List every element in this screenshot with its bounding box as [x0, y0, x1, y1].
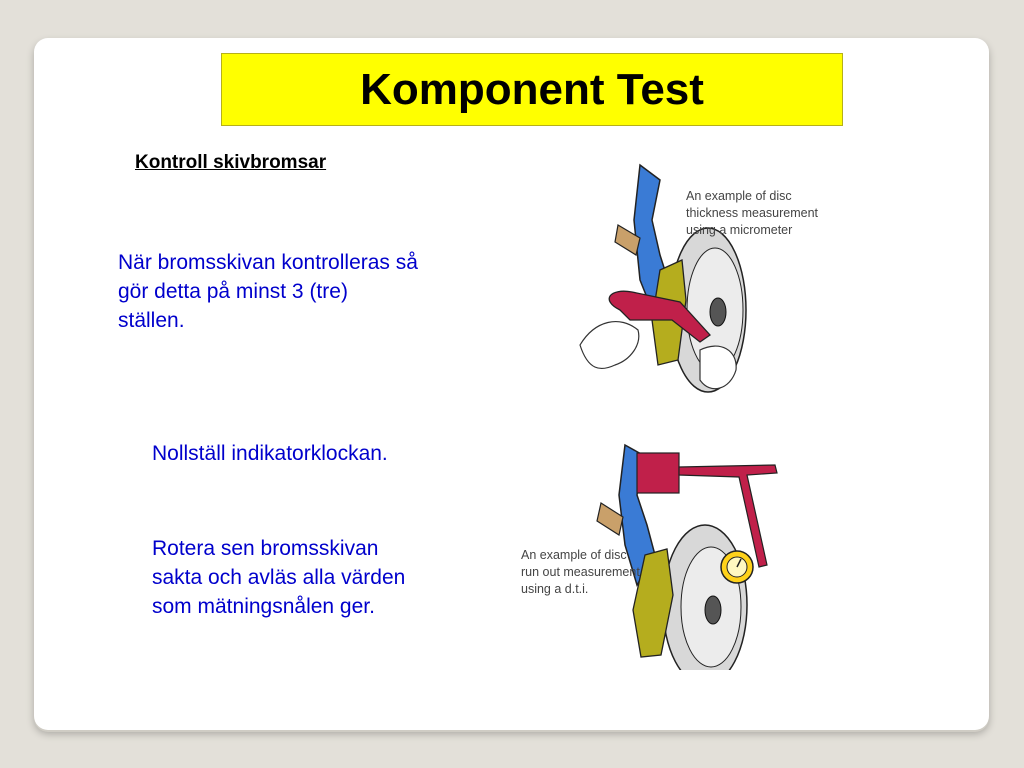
instruction-text-1: När bromsskivan kontrolleras så gör detta på minst 3 (tre) ställen.: [118, 251, 418, 332]
suspension-arm: [597, 503, 623, 535]
title-banner: [221, 53, 843, 126]
micrometer-caption: An example of disc thickness measurement using a micrometer: [686, 189, 819, 237]
instruction-text-3: Rotera sen bromsskivan sakta och avläs alla värden som mätningsnålen ger.: [152, 537, 406, 618]
instruction-text-2: Nollställ indikatorklockan.: [152, 442, 388, 465]
dti-caption: An example of disc run out measurement using a d.t.i.: [521, 548, 640, 596]
section-subtitle: Kontroll skivbromsar: [135, 152, 327, 173]
page-title: Komponent Test: [360, 64, 704, 114]
hand-right: [700, 346, 736, 389]
dti-base: [637, 453, 679, 493]
hand-left: [580, 322, 639, 369]
